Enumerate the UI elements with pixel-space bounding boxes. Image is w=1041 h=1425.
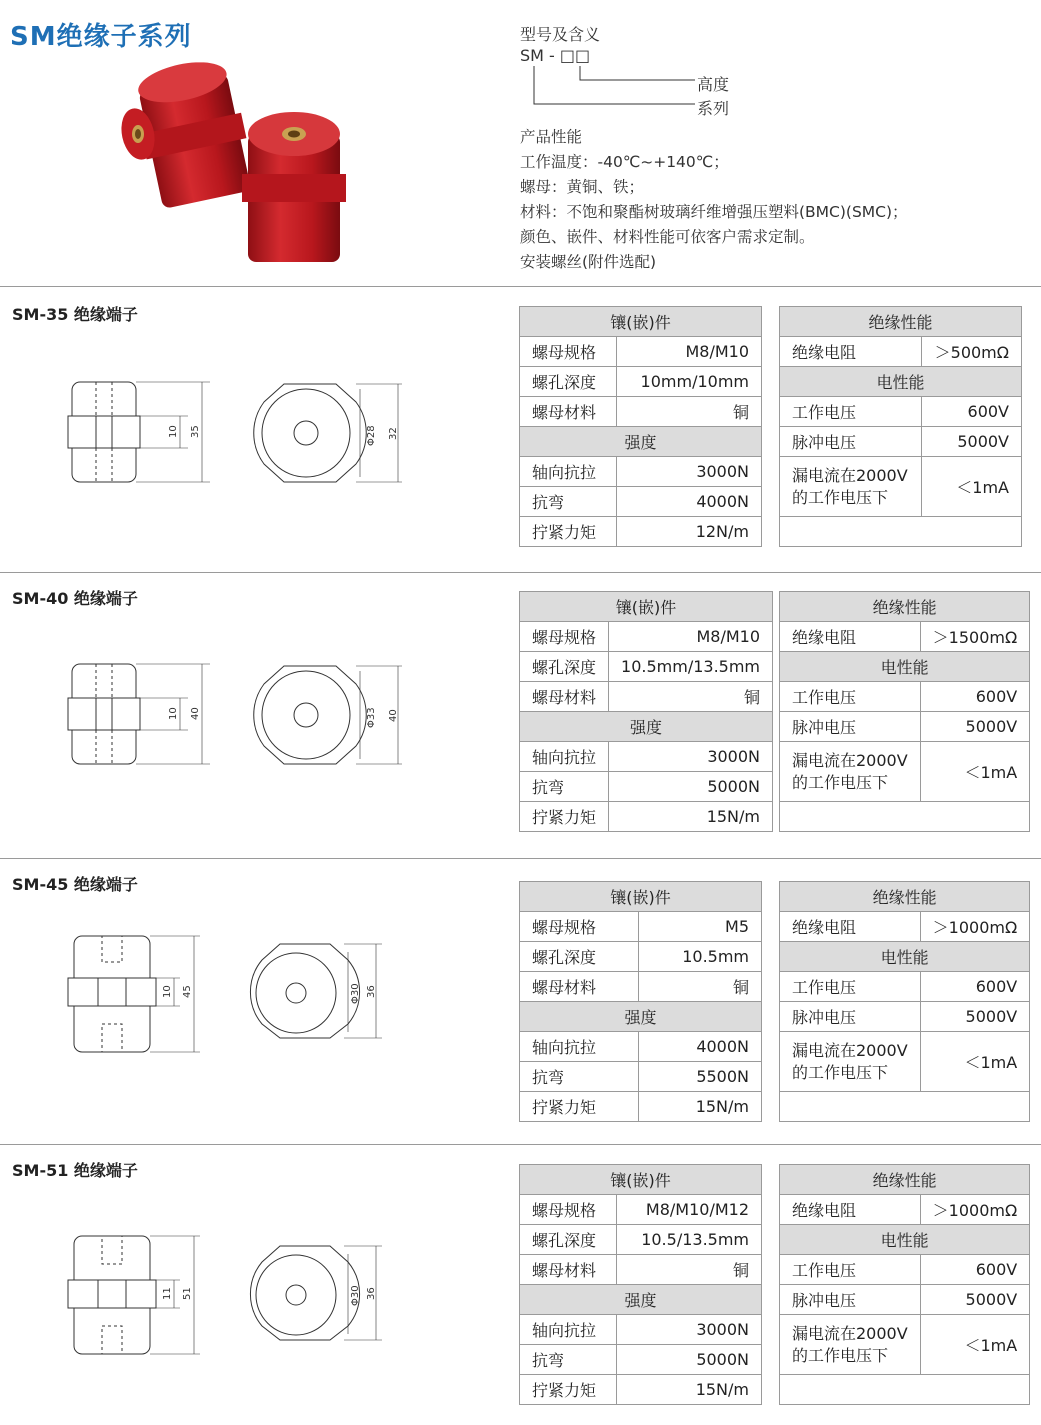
row-value: 10.5mm — [639, 942, 762, 972]
table-row — [520, 1225, 762, 1255]
row-label: 的工作电压下 — [792, 1062, 889, 1082]
row-label: 绝缘电阻 — [780, 337, 922, 367]
dim-label: 35 — [190, 425, 201, 438]
row-value: 3000N — [616, 457, 761, 487]
row-label: 螺孔深度 — [520, 942, 639, 972]
table-row — [520, 912, 762, 942]
table-header: 电性能 — [780, 942, 1030, 972]
row-value: 10mm/10mm — [616, 367, 761, 397]
row-value: M8/M10 — [616, 337, 761, 367]
insulation-spec-table — [779, 306, 1022, 547]
row-label: 的工作电压下 — [792, 1345, 889, 1365]
row-value: 5000V — [920, 1002, 1030, 1032]
row-value: ＜1mA — [920, 1032, 1030, 1092]
row-label: 漏电流在2000V — [792, 465, 908, 485]
table-header: 镶(嵌)件 — [520, 307, 762, 337]
row-label: 脉冲电压 — [780, 427, 922, 457]
table-header: 强度 — [520, 1002, 762, 1032]
row-label: 螺母规格 — [520, 337, 617, 367]
performance-line: 颜色、嵌件、材料性能可依客户需求定制。 — [520, 228, 815, 246]
row-label: 螺母规格 — [520, 1195, 617, 1225]
row-value: M8/M10/M12 — [617, 1195, 762, 1225]
top-view-drawing — [250, 378, 410, 488]
table-row — [520, 1255, 762, 1285]
table-header: 绝缘性能 — [780, 882, 1030, 912]
row-label: 漏电流在2000V — [792, 1040, 908, 1060]
dim-label: 10 — [168, 707, 179, 720]
row-value: ＞1500mΩ — [920, 622, 1030, 652]
row-label: 工作电压 — [780, 1255, 921, 1285]
row-value: 3000N — [617, 1315, 762, 1345]
table-row — [520, 1195, 762, 1225]
table-header: 绝缘性能 — [780, 592, 1030, 622]
side-view-drawing — [60, 1232, 220, 1362]
row-label: 螺孔深度 — [520, 652, 609, 682]
row-value: 4000N — [616, 487, 761, 517]
table-row — [780, 1195, 1030, 1225]
table-row — [780, 912, 1030, 942]
table-row — [780, 1285, 1030, 1315]
table-row — [520, 802, 773, 832]
row-label: 轴向抗拉 — [520, 1032, 639, 1062]
row-value: 600V — [920, 682, 1030, 712]
performance-line: 安装螺丝(附件选配) — [520, 253, 657, 271]
row-value: 15N/m — [617, 1375, 762, 1405]
row-value: 5500N — [639, 1062, 762, 1092]
dim-label: 11 — [162, 1287, 173, 1300]
performance-line: 材料：不饱和聚酯树玻璃纤维增强压塑料(BMC)(SMC)； — [520, 203, 908, 221]
table-row — [520, 1032, 762, 1062]
row-label: 抗弯 — [520, 1345, 617, 1375]
table-row — [780, 712, 1030, 742]
row-label: 螺母材料 — [520, 972, 639, 1002]
table-header: 镶(嵌)件 — [520, 592, 773, 622]
dim-label: Φ28 — [366, 425, 377, 446]
section-divider — [0, 858, 1041, 859]
section-divider — [0, 572, 1041, 573]
row-label: 的工作电压下 — [792, 772, 889, 792]
row-label: 螺母材料 — [520, 1255, 617, 1285]
top-view-drawing — [248, 1240, 408, 1350]
dim-label: 10 — [168, 425, 179, 438]
table-row — [780, 427, 1022, 457]
row-value: 12N/m — [616, 517, 761, 547]
row-value: 600V — [920, 1255, 1030, 1285]
row-value: M5 — [639, 912, 762, 942]
table-header: 强度 — [520, 712, 773, 742]
row-label: 拧紧力矩 — [520, 802, 609, 832]
performance-line: 螺母：黄铜、铁； — [520, 178, 645, 196]
dim-label: 32 — [388, 427, 399, 440]
row-label: 螺母规格 — [520, 622, 609, 652]
row-label: 螺孔深度 — [520, 1225, 617, 1255]
row-value: 3000N — [609, 742, 773, 772]
table-row — [520, 742, 773, 772]
side-view-drawing — [60, 378, 220, 488]
row-value: 10.5/13.5mm — [617, 1225, 762, 1255]
table-empty-row — [780, 517, 1022, 547]
row-value: ＞500mΩ — [921, 337, 1021, 367]
table-row — [520, 652, 773, 682]
dim-label: Φ30 — [350, 1285, 361, 1306]
table-header: 绝缘性能 — [780, 307, 1022, 337]
row-value: ＞1000mΩ — [920, 1195, 1030, 1225]
row-label: 漏电流在2000V — [792, 1323, 908, 1343]
row-label: 绝缘电阻 — [780, 912, 921, 942]
table-row — [520, 772, 773, 802]
model-heading: 型号及含义 — [520, 25, 601, 44]
table-row — [520, 1375, 762, 1405]
insert-spec-table — [519, 306, 762, 547]
row-value: M8/M10 — [609, 622, 773, 652]
row-value: 15N/m — [609, 802, 773, 832]
row-label: 抗弯 — [520, 487, 617, 517]
dim-label: Φ30 — [350, 983, 361, 1004]
row-value: 5000V — [921, 427, 1021, 457]
row-value: ＜1mA — [920, 742, 1030, 802]
table-row — [520, 457, 762, 487]
row-label: 轴向抗拉 — [520, 742, 609, 772]
row-label: 脉冲电压 — [780, 1285, 921, 1315]
dim-label: 45 — [182, 985, 193, 998]
table-header: 镶(嵌)件 — [520, 1165, 762, 1195]
insulation-spec-table — [779, 1164, 1030, 1405]
table-row — [780, 1032, 1030, 1092]
table-row — [780, 622, 1030, 652]
table-row — [520, 1315, 762, 1345]
table-row — [780, 337, 1022, 367]
product-photo — [110, 62, 360, 274]
model-leader-lines — [520, 64, 700, 114]
side-view-drawing — [60, 932, 220, 1058]
table-row — [520, 1062, 762, 1092]
row-value: 600V — [921, 397, 1021, 427]
row-label: 漏电流在2000V — [792, 750, 908, 770]
row-label: 绝缘电阻 — [780, 1195, 921, 1225]
model-label-series: 系列 — [697, 99, 730, 118]
section-divider — [0, 286, 1041, 287]
insulation-spec-table — [779, 881, 1030, 1122]
table-row — [520, 972, 762, 1002]
table-row — [780, 397, 1022, 427]
row-label: 抗弯 — [520, 772, 609, 802]
row-label: 工作电压 — [780, 682, 921, 712]
table-row — [520, 622, 773, 652]
table-row — [780, 1315, 1030, 1375]
table-row — [520, 1345, 762, 1375]
table-row — [780, 742, 1030, 802]
dim-label: 36 — [366, 1287, 377, 1300]
table-header: 镶(嵌)件 — [520, 882, 762, 912]
dim-label: 10 — [162, 985, 173, 998]
table-row — [520, 517, 762, 547]
section-title: SM-35 绝缘端子 — [12, 305, 138, 324]
section-title: SM-45 绝缘端子 — [12, 875, 138, 894]
table-header: 强度 — [520, 1285, 762, 1315]
row-label: 的工作电压下 — [792, 487, 889, 507]
row-value: 铜 — [616, 397, 761, 427]
insulation-spec-table — [779, 591, 1030, 832]
model-label-height: 高度 — [697, 75, 730, 94]
row-label: 拧紧力矩 — [520, 1375, 617, 1405]
dim-label: 51 — [182, 1287, 193, 1300]
row-value: ＜1mA — [921, 457, 1021, 517]
row-value: 5000N — [617, 1345, 762, 1375]
row-label: 绝缘电阻 — [780, 622, 921, 652]
dim-label: 40 — [388, 709, 399, 722]
row-value: 4000N — [639, 1032, 762, 1062]
table-header: 电性能 — [780, 367, 1022, 397]
section-title: SM-40 绝缘端子 — [12, 589, 138, 608]
insert-spec-table — [519, 1164, 762, 1405]
row-value: ＞1000mΩ — [920, 912, 1030, 942]
dim-label: Φ33 — [366, 707, 377, 728]
model-code: SM - □□ — [520, 46, 591, 65]
table-header: 电性能 — [780, 1225, 1030, 1255]
top-view-drawing — [248, 938, 408, 1048]
row-label: 抗弯 — [520, 1062, 639, 1092]
row-value: 铜 — [617, 1255, 762, 1285]
insert-spec-table — [519, 881, 762, 1122]
top-view-drawing — [250, 660, 410, 770]
row-label: 螺母材料 — [520, 397, 617, 427]
table-empty-row — [780, 1375, 1030, 1405]
row-label: 工作电压 — [780, 972, 921, 1002]
table-header: 电性能 — [780, 652, 1030, 682]
table-header: 绝缘性能 — [780, 1165, 1030, 1195]
performance-heading: 产品性能 — [520, 128, 583, 146]
row-label: 螺母材料 — [520, 682, 609, 712]
table-row — [520, 1092, 762, 1122]
row-label: 拧紧力矩 — [520, 517, 617, 547]
table-row — [520, 487, 762, 517]
section-divider — [0, 1144, 1041, 1145]
row-label: 螺孔深度 — [520, 367, 617, 397]
row-label: 脉冲电压 — [780, 1002, 921, 1032]
section-title: SM-51 绝缘端子 — [12, 1161, 138, 1180]
table-row — [520, 942, 762, 972]
row-label: 工作电压 — [780, 397, 922, 427]
row-label: 轴向抗拉 — [520, 1315, 617, 1345]
row-label: 拧紧力矩 — [520, 1092, 639, 1122]
performance-line: 工作温度：-40℃~+140℃； — [520, 153, 729, 171]
table-row — [520, 397, 762, 427]
table-row — [780, 972, 1030, 1002]
side-view-drawing — [60, 660, 220, 770]
row-value: 5000V — [920, 1285, 1030, 1315]
table-row — [780, 1002, 1030, 1032]
row-value: 5000V — [920, 712, 1030, 742]
table-row — [520, 682, 773, 712]
dim-label: 40 — [190, 707, 201, 720]
table-row — [780, 457, 1022, 517]
row-value: 15N/m — [639, 1092, 762, 1122]
row-value: 600V — [920, 972, 1030, 1002]
table-row — [780, 682, 1030, 712]
dim-label: 36 — [366, 985, 377, 998]
insert-spec-table — [519, 591, 773, 832]
table-empty-row — [780, 802, 1030, 832]
table-row — [520, 337, 762, 367]
row-value: 5000N — [609, 772, 773, 802]
row-label: 轴向抗拉 — [520, 457, 617, 487]
row-value: ＜1mA — [920, 1315, 1030, 1375]
row-value: 铜 — [639, 972, 762, 1002]
table-empty-row — [780, 1092, 1030, 1122]
row-value: 10.5mm/13.5mm — [609, 652, 773, 682]
row-label: 脉冲电压 — [780, 712, 921, 742]
table-row — [780, 1255, 1030, 1285]
table-header: 强度 — [520, 427, 762, 457]
row-label: 螺母规格 — [520, 912, 639, 942]
row-value: 铜 — [609, 682, 773, 712]
table-row — [520, 367, 762, 397]
page-title: SM绝缘子系列 — [10, 22, 192, 52]
